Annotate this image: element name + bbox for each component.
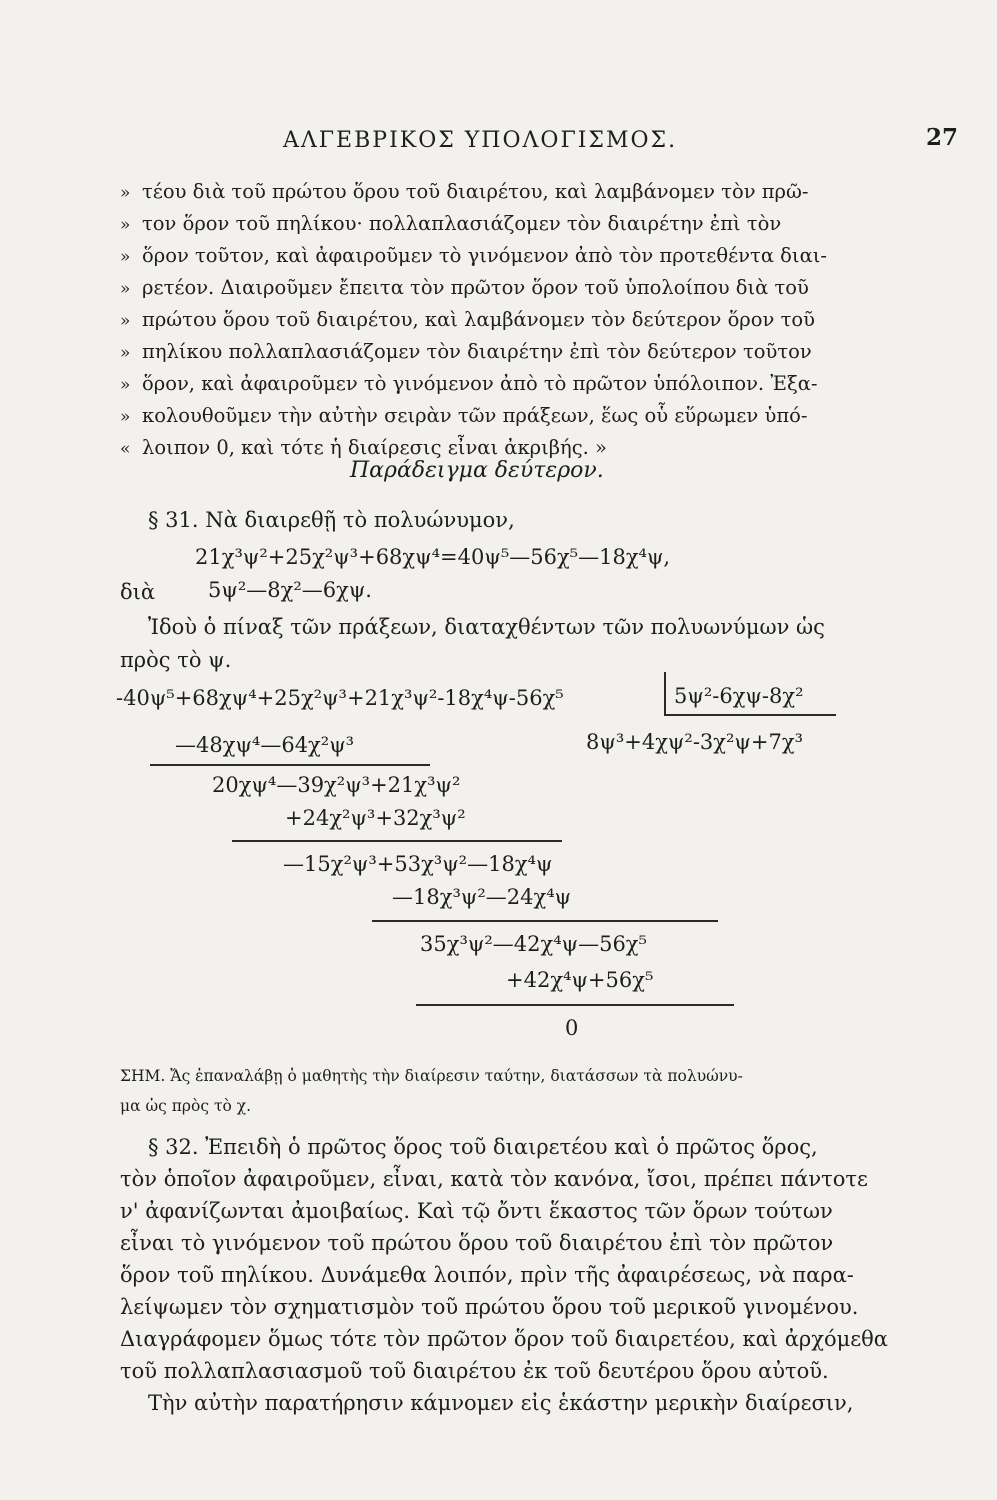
dividend-equation: 21χ³ψ²+25χ²ψ³+68χψ⁴=40ψ⁵—56χ⁵—18χ⁴ψ, xyxy=(195,545,671,569)
page-number: 27 xyxy=(926,124,959,151)
section-32-line: Τὴν αὐτὴν παρατήρησιν κάμνομεν εἰς ἑκάστην μερικὴν διαίρεσιν, xyxy=(148,1391,854,1415)
quote-line: » πρώτου ὅρου τοῦ διαιρέτου, καὶ λαμβάνομεν τὸν δεύτερον ὅρον τοῦ xyxy=(120,308,815,331)
running-header: ΑΛΓΕΒΡΙΚΟΣ ΥΠΟΛΟΓΙΣΜΟΣ. xyxy=(283,128,678,153)
section-32-line: ν' ἀφανίζωνται ἀμοιβαίως. Καὶ τῷ ὄντι ἕκαστος τῶν ὅρων τούτων xyxy=(120,1199,833,1223)
dividend: -40ψ⁵+68χψ⁴+25χ²ψ³+21χ³ψ²-18χ⁴ψ-56χ⁵ xyxy=(116,686,564,710)
quotient-rule xyxy=(664,714,836,716)
divisor-label: διὰ xyxy=(120,580,156,604)
divisor-expression: 5ψ²—8χ²—6χψ. xyxy=(208,578,372,602)
remainder: 20χψ⁴—39χ²ψ³+21χ³ψ² xyxy=(212,773,461,797)
quote-line: » ὅρον τοῦτον, καὶ ἀφαιροῦμεν τὸ γινόμενον ἀπὸ τὸν προτεθέντα διαι- xyxy=(120,244,827,267)
section-32-line: τὸν ὁποῖον ἀφαιροῦμεν, εἶναι, κατὰ τὸν κανόνα, ἴσοι, πρέπει πάντοτε xyxy=(120,1167,868,1191)
partial-product: —18χ³ψ²—24χ⁴ψ xyxy=(392,885,572,909)
section-32-line: τοῦ πολλαπλασιασμοῦ τοῦ διαιρέτου ἐκ τοῦ δευτέρου ὅρου αὐτοῦ. xyxy=(120,1359,829,1383)
remainder: 35χ³ψ²—42χ⁴ψ—56χ⁵ xyxy=(420,932,647,956)
example-heading: Παράδειγμα δεύτερον. xyxy=(350,458,604,483)
quote-line: » τον ὅρον τοῦ πηλίκου· πολλαπλασιάζομεν τὸν διαιρέτην ἐπὶ τὸν xyxy=(120,212,782,235)
quote-line: » τέου διὰ τοῦ πρώτου ὅρου τοῦ διαιρέτου, καὶ λαμβάνομεν τὸν πρῶ- xyxy=(120,180,809,203)
partial-product: —48χψ⁴—64χ²ψ³ xyxy=(175,733,355,757)
table-intro-line: Ἰδοὺ ὁ πίναξ τῶν πράξεων, διαταχθέντων τῶν πολυωνύμων ὡς xyxy=(148,615,825,639)
section-32-line: § 32. Ἐπειδὴ ὁ πρῶτος ὅρος τοῦ διαιρετέου καὶ ὁ πρῶτος ὅρος, xyxy=(148,1135,818,1159)
subtraction-rule xyxy=(372,920,718,922)
quote-line: » ὅρον, καὶ ἀφαιροῦμεν τὸ γινόμενον ἀπὸ τὸ πρῶτον ὑπόλοιπον. Ἐξα- xyxy=(120,372,818,395)
quote-line: » ρετέον. Διαιροῦμεν ἔπειτα τὸν πρῶτον ὅρον τοῦ ὑπολοίπου διὰ τοῦ xyxy=(120,276,809,299)
quote-line: » πηλίκου πολλαπλασιάζομεν τὸν διαιρέτην ἐπὶ τὸν δεύτερον τοῦτον xyxy=(120,340,812,363)
division-bar xyxy=(664,672,666,714)
divisor: 5ψ²-6χψ-8χ² xyxy=(674,684,804,708)
section-31-intro: § 31. Νὰ διαιρεθῇ τὸ πολυώνυμον, xyxy=(148,508,515,532)
quote-line: « λοιπον 0, καὶ τότε ἡ διαίρεσις εἶναι ἀκριβής. » xyxy=(120,436,607,459)
section-32-line: Διαγράφομεν ὅμως τότε τὸν πρῶτον ὅρον τοῦ διαιρετέου, καὶ ἀρχόμεθα xyxy=(120,1327,888,1351)
remainder: —15χ²ψ³+53χ³ψ²—18χ⁴ψ xyxy=(283,852,553,876)
section-32-line: εἶναι τὸ γινόμενον τοῦ πρώτου ὅρου τοῦ διαιρέτου ἐπὶ τὸν πρῶτον xyxy=(120,1231,834,1255)
subtraction-rule xyxy=(416,1004,734,1006)
section-32-line: ὅρον τοῦ πηλίκου. Δυνάμεθα λοιπόν, πρὶν τῆς ἀφαιρέσεως, νὰ παρα- xyxy=(120,1263,854,1287)
note-line-2: μα ὡς πρὸς τὸ χ. xyxy=(120,1097,252,1115)
table-intro-line-2: πρὸς τὸ ψ. xyxy=(120,648,232,672)
subtraction-rule xyxy=(150,764,430,766)
partial-product: +24χ²ψ³+32χ³ψ² xyxy=(285,806,466,830)
quotient: 8ψ³+4χψ²-3χ²ψ+7χ³ xyxy=(586,730,803,754)
note-line: ΣΗΜ. Ἄς ἐπαναλάβῃ ὁ μαθητὴς τὴν διαίρεσιν ταύτην, διατάσσων τὰ πολυώνυ- xyxy=(120,1067,743,1085)
subtraction-rule xyxy=(232,840,562,842)
quote-line: » κολουθοῦμεν τὴν αὐτὴν σειρὰν τῶν πράξεων, ἕως οὗ εὕρωμεν ὑπό- xyxy=(120,404,808,427)
final-remainder: 0 xyxy=(565,1016,579,1040)
section-32-line: λείψωμεν τὸν σχηματισμὸν τοῦ πρώτου ὅρου τοῦ μερικοῦ γινομένου. xyxy=(120,1295,859,1319)
partial-product: +42χ⁴ψ+56χ⁵ xyxy=(506,968,654,992)
